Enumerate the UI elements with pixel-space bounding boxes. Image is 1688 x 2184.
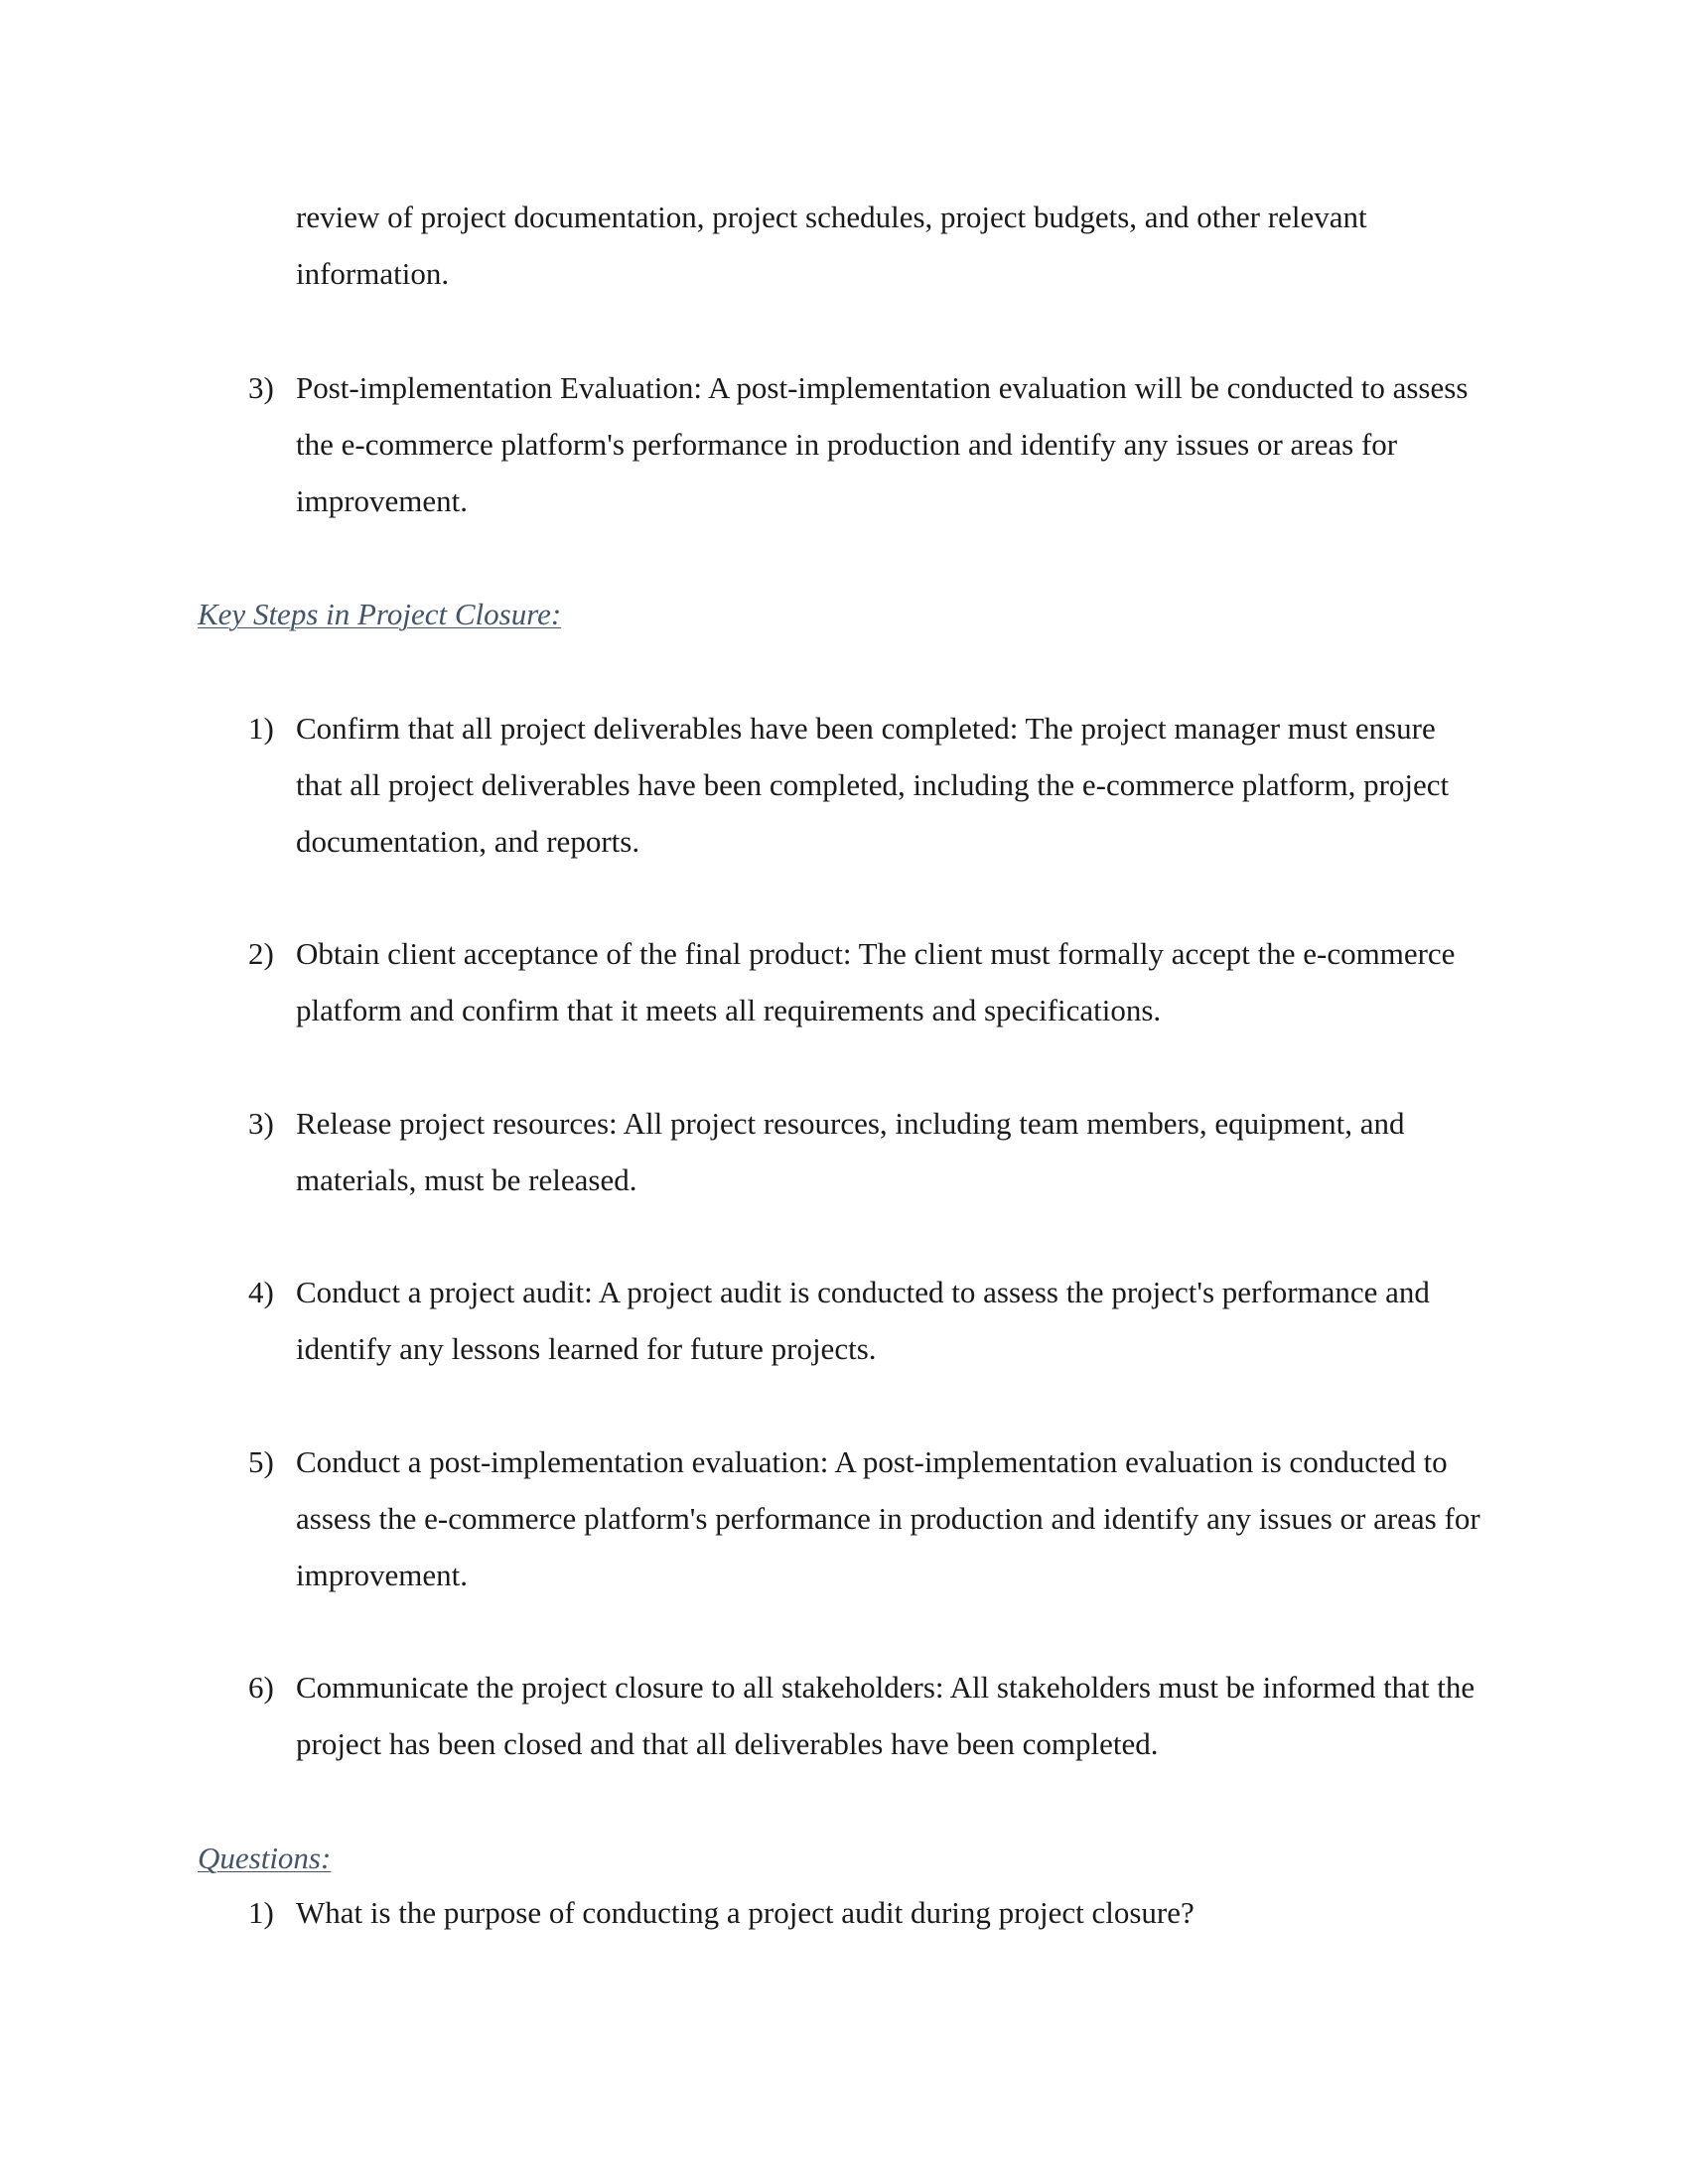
list-item-number: 6): [248, 1670, 274, 1705]
list-item-number: 4): [248, 1275, 274, 1309]
list-item-number: 3): [248, 1106, 274, 1141]
list-item-text: Obtain client acceptance of the final product: The client must formally accept the e-commerce platform and confirm that it meets all requirements and specifications.: [296, 936, 1456, 1027]
list-item-text: Confirm that all project deliverables have been completed: The project manager must ensure that all project deliverables have been completed, including the e-commerce platform, project documentation, and reports.: [296, 711, 1450, 859]
question-number: 1): [248, 1895, 274, 1930]
continuation-paragraph: review of project documentation, project schedules, project budgets, and other relevant information.: [296, 200, 1367, 291]
question-text: What is the purpose of conducting a project audit during project closure?: [296, 1895, 1195, 1930]
list-item-number: 2): [248, 936, 274, 971]
list-item-text: Post-implementation Evaluation: A post-implementation evaluation will be conducted to assess the e-commerce platform's performance in production and identify any issues or areas for improvement.: [296, 370, 1469, 518]
list-item-text: Conduct a project audit: A project audit is conducted to assess the project's performance and identify any lessons learned for future projects.: [296, 1275, 1430, 1366]
section-heading-closure: Key Steps in Project Closure:: [198, 597, 562, 631]
list-item-number: 5): [248, 1444, 274, 1479]
list-item-text: Communicate the project closure to all stakeholders: All stakeholders must be informed that the project has been closed and that all deliverables have been completed.: [296, 1670, 1476, 1761]
list-item-text: Conduct a post-implementation evaluation: A post-implementation evaluation is conducted to assess the e-commerce platform's performance in production and identify any issues or areas for improvement.: [296, 1444, 1480, 1592]
section-heading-questions: Questions:: [198, 1841, 332, 1875]
list-item-number: 1): [248, 711, 274, 746]
list-item-number: 3): [248, 370, 274, 405]
list-item-text: Release project resources: All project resources, including team members, equipment, and materials, must be released.: [296, 1106, 1405, 1197]
